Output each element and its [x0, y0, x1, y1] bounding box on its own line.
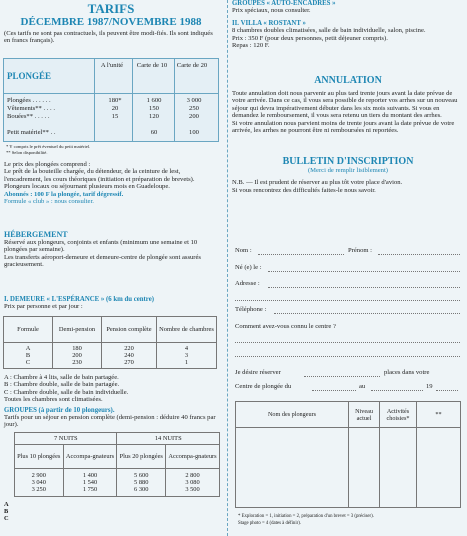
ne-label: Né (e) le : [235, 264, 262, 271]
bulletin-foot-2: Stage photo = 4 (dates à définir). [238, 521, 302, 526]
tarifs-note: (Ces tarifs ne sont pas contractuels, ils peuvent être modi-fiés. Ils sont indiqués en francs français). [4, 30, 213, 45]
annulation-title: ANNULATION [314, 75, 382, 86]
bulletin-nb: N.B. — Il est prudent de réserver au plus tôt votre place d'avion. [232, 179, 403, 187]
adresse-field[interactable] [268, 287, 460, 288]
demeure-note-a: A : Chambre à 4 lits, salle de bain partagée. [4, 374, 119, 381]
bulletin-title: BULLETIN D'INSCRIPTION [282, 156, 414, 167]
demeure-col: Pension complète [102, 317, 157, 343]
hebergement-title: HÉBERGEMENT [4, 230, 68, 239]
comment-field[interactable] [235, 342, 460, 343]
centre-field[interactable] [312, 390, 356, 391]
hebergement-line-1: Réservé aux plongeurs, conjoints et enfants (minimum une semaine et 10 plongées par semaine). [4, 239, 198, 254]
groupes-row: 2 900 3 040 3 250 1 400 1 540 1 750 5 600 5 880 6 300 2 800 3 080 3 500 [15, 469, 220, 497]
places-field[interactable] [304, 376, 380, 377]
villa-title: II. VILLA « ROSTANT » [232, 20, 306, 28]
annulation-text-2: Si votre annulation nous parvient moins de trente jours avant la date prévue de votre arrivée, les arrhes ne pourront être ni remboursées ni reportées. [232, 119, 455, 135]
tarifs-title: TARIFS [87, 1, 135, 16]
demeure-table [3, 316, 217, 369]
prenom-label: Prénom : [348, 247, 372, 254]
groupes-row-labels: A B C [4, 501, 9, 522]
plongee-footnote-2: ** Selon disponibilité. [6, 150, 48, 155]
comment-field-2[interactable] [235, 356, 460, 357]
telephone-field[interactable] [274, 313, 460, 314]
telephone-label: Téléphone : [235, 306, 267, 313]
plongee-row: Vêtements** . . . . 20 150 250 [7, 105, 199, 112]
groupes-7-nuits: 7 NUITS [15, 433, 117, 445]
prix-section [4, 161, 220, 205]
adresse-field-2[interactable] [235, 300, 460, 301]
annulation-text: Toute annulation doit nous parvenir au plus tard trente jours avant la date prévue de votre arrivée. Dans ce cas, il vous sera possible de reporter vos arrhes sur un nouveau séjour qui devra impérativement débuter dans les six mois suivants. Si vous en demandez le remboursement, il vous sera retenu un tiers du montant des arrhes. [232, 90, 458, 120]
groupes-col: Plus 20 plongées [117, 445, 166, 469]
plongee-title: PLONGÉE [7, 71, 52, 81]
desire-label: Je désire réserver [235, 369, 281, 376]
plongeurs-entry-row[interactable] [236, 428, 461, 508]
tarifs-period: DÉCEMBRE 1987/NOVEMBRE 1988 [20, 16, 202, 28]
plongeurs-col: Niveau actuel [349, 402, 380, 428]
villa-line-2: Prix : 350 F (pour deux personnes, petit déjeuner compris). [232, 34, 388, 42]
villa-line-3: Repas : 120 F. [232, 42, 270, 50]
hebergement-section [4, 230, 220, 269]
prix-line-2: Le prêt de la bouteille chargée, du détendeur, de la ceinture de lest, l'encadrement, les cours théoriques (initiation et préparation de brevets). [4, 168, 195, 183]
right-column [232, 0, 464, 526]
adresse-label: Adresse : [235, 280, 260, 287]
nom-field[interactable] [258, 254, 344, 255]
ne-field[interactable] [268, 271, 460, 272]
comment-label: Comment avez-vous connu le centre ? [235, 323, 336, 330]
places-label: places dans votre [384, 369, 430, 376]
prix-line-5: Formule « club » : nous consulter. [4, 198, 94, 206]
auto-sub: Prix spéciaux, nous consulter. [232, 7, 311, 14]
groupes-title: GROUPES (à partir de 10 plongeurs). [4, 407, 115, 414]
demeure-col: Nombre de chambres [157, 317, 217, 343]
groupes-col: Plus 10 plongées [15, 445, 64, 469]
plongeurs-col: ** [417, 402, 461, 428]
demeure-note-c: C : Chambre double, salle de bain individuelle. [4, 388, 129, 396]
groupes-col: Accompa-gnateurs [166, 445, 220, 469]
column-divider [227, 0, 228, 536]
bulletin-sub: (Merci de remplir lisiblement) [307, 167, 388, 174]
villa-line-1: 8 chambres doubles climatisées, salle de bain individuelle, salon, piscine. [232, 27, 426, 35]
plongeurs-col: Activités choisies* [380, 402, 417, 428]
au-field[interactable] [371, 390, 423, 391]
au-label: au [359, 383, 366, 390]
demeure-sub: Prix par personne et par jour : [4, 303, 83, 310]
hebergement-line-2: Les transferts aéroport-demeure et demeure-centre de plongée sont assurés gracieusement. [4, 253, 201, 269]
plongee-row: Petit matériel** . . 60 100 [7, 129, 199, 136]
groupes-table [14, 432, 220, 497]
plongee-col-a: A l'unité [100, 62, 124, 69]
left-column [0, 0, 222, 522]
demeure-col: Demi-pension [53, 317, 102, 343]
plongeurs-col: Nom des plongeurs [236, 402, 349, 428]
bulletin-section [232, 156, 464, 194]
bulletin-nb-2: Si vous rencontrez des difficultés faites-le nous savoir. [232, 186, 376, 194]
groupes-sub: Tarifs pour un séjour en pension complète (demi-pension : déduire 40 francs par jour). [4, 414, 216, 429]
demeure-notes [4, 374, 220, 404]
annee-label: 19 [426, 383, 433, 390]
demeure-note-b: B : Chambre double, salle de bain partagée. [4, 381, 120, 389]
auto-title: GROUPES « AUTO-ENCADRÉS » [232, 0, 336, 7]
nom-label: Nom : [235, 247, 252, 254]
demeure-title: I. DEMEURE « L'ESPÉRANCE » (6 km du centre) [4, 296, 154, 303]
plongee-row: Bouées** . . . . . 15 120 200 [7, 113, 199, 120]
demeure-row: A B C 180 200 230 220 240 270 4 3 1 [4, 343, 217, 369]
plongee-footnote-1: * Y compris le prêt éventuel du petit matériel. [6, 144, 91, 149]
annee-field[interactable] [436, 390, 458, 391]
bulletin-foot-1: * Exploration = 1, initiation = 2, préparation d'un brevet = 3 (préciser). [238, 514, 374, 519]
plongee-col-c: Carte de 20 [176, 62, 208, 69]
prix-line-3: Plongeurs locaux ou séjournant plusieurs mois en Guadeloupe. [4, 183, 170, 191]
groupes-col: Accompa-gnateurs [63, 445, 117, 469]
plongee-col-b: Carte de 10 [136, 62, 168, 69]
demeure-section [4, 296, 220, 310]
prenom-field[interactable] [378, 254, 460, 255]
groupes-section [4, 407, 220, 429]
prix-line-1: Le prix des plongées comprend : [4, 161, 91, 168]
plongee-row: Plongées . . . . . . 180* 1 600 3 000 [7, 97, 202, 104]
plongee-box [3, 58, 219, 142]
groupes-14-nuits: 14 NUITS [117, 433, 220, 445]
demeure-col: Formule [4, 317, 53, 343]
plongeurs-table [235, 401, 461, 508]
prix-line-4: Abonnés : 100 F la plongée, tarif dégressif. [4, 190, 124, 198]
demeure-note-d: Toutes les chambres sont climatisées. [4, 396, 103, 404]
centre-label: Centre de plongée du [235, 383, 292, 390]
